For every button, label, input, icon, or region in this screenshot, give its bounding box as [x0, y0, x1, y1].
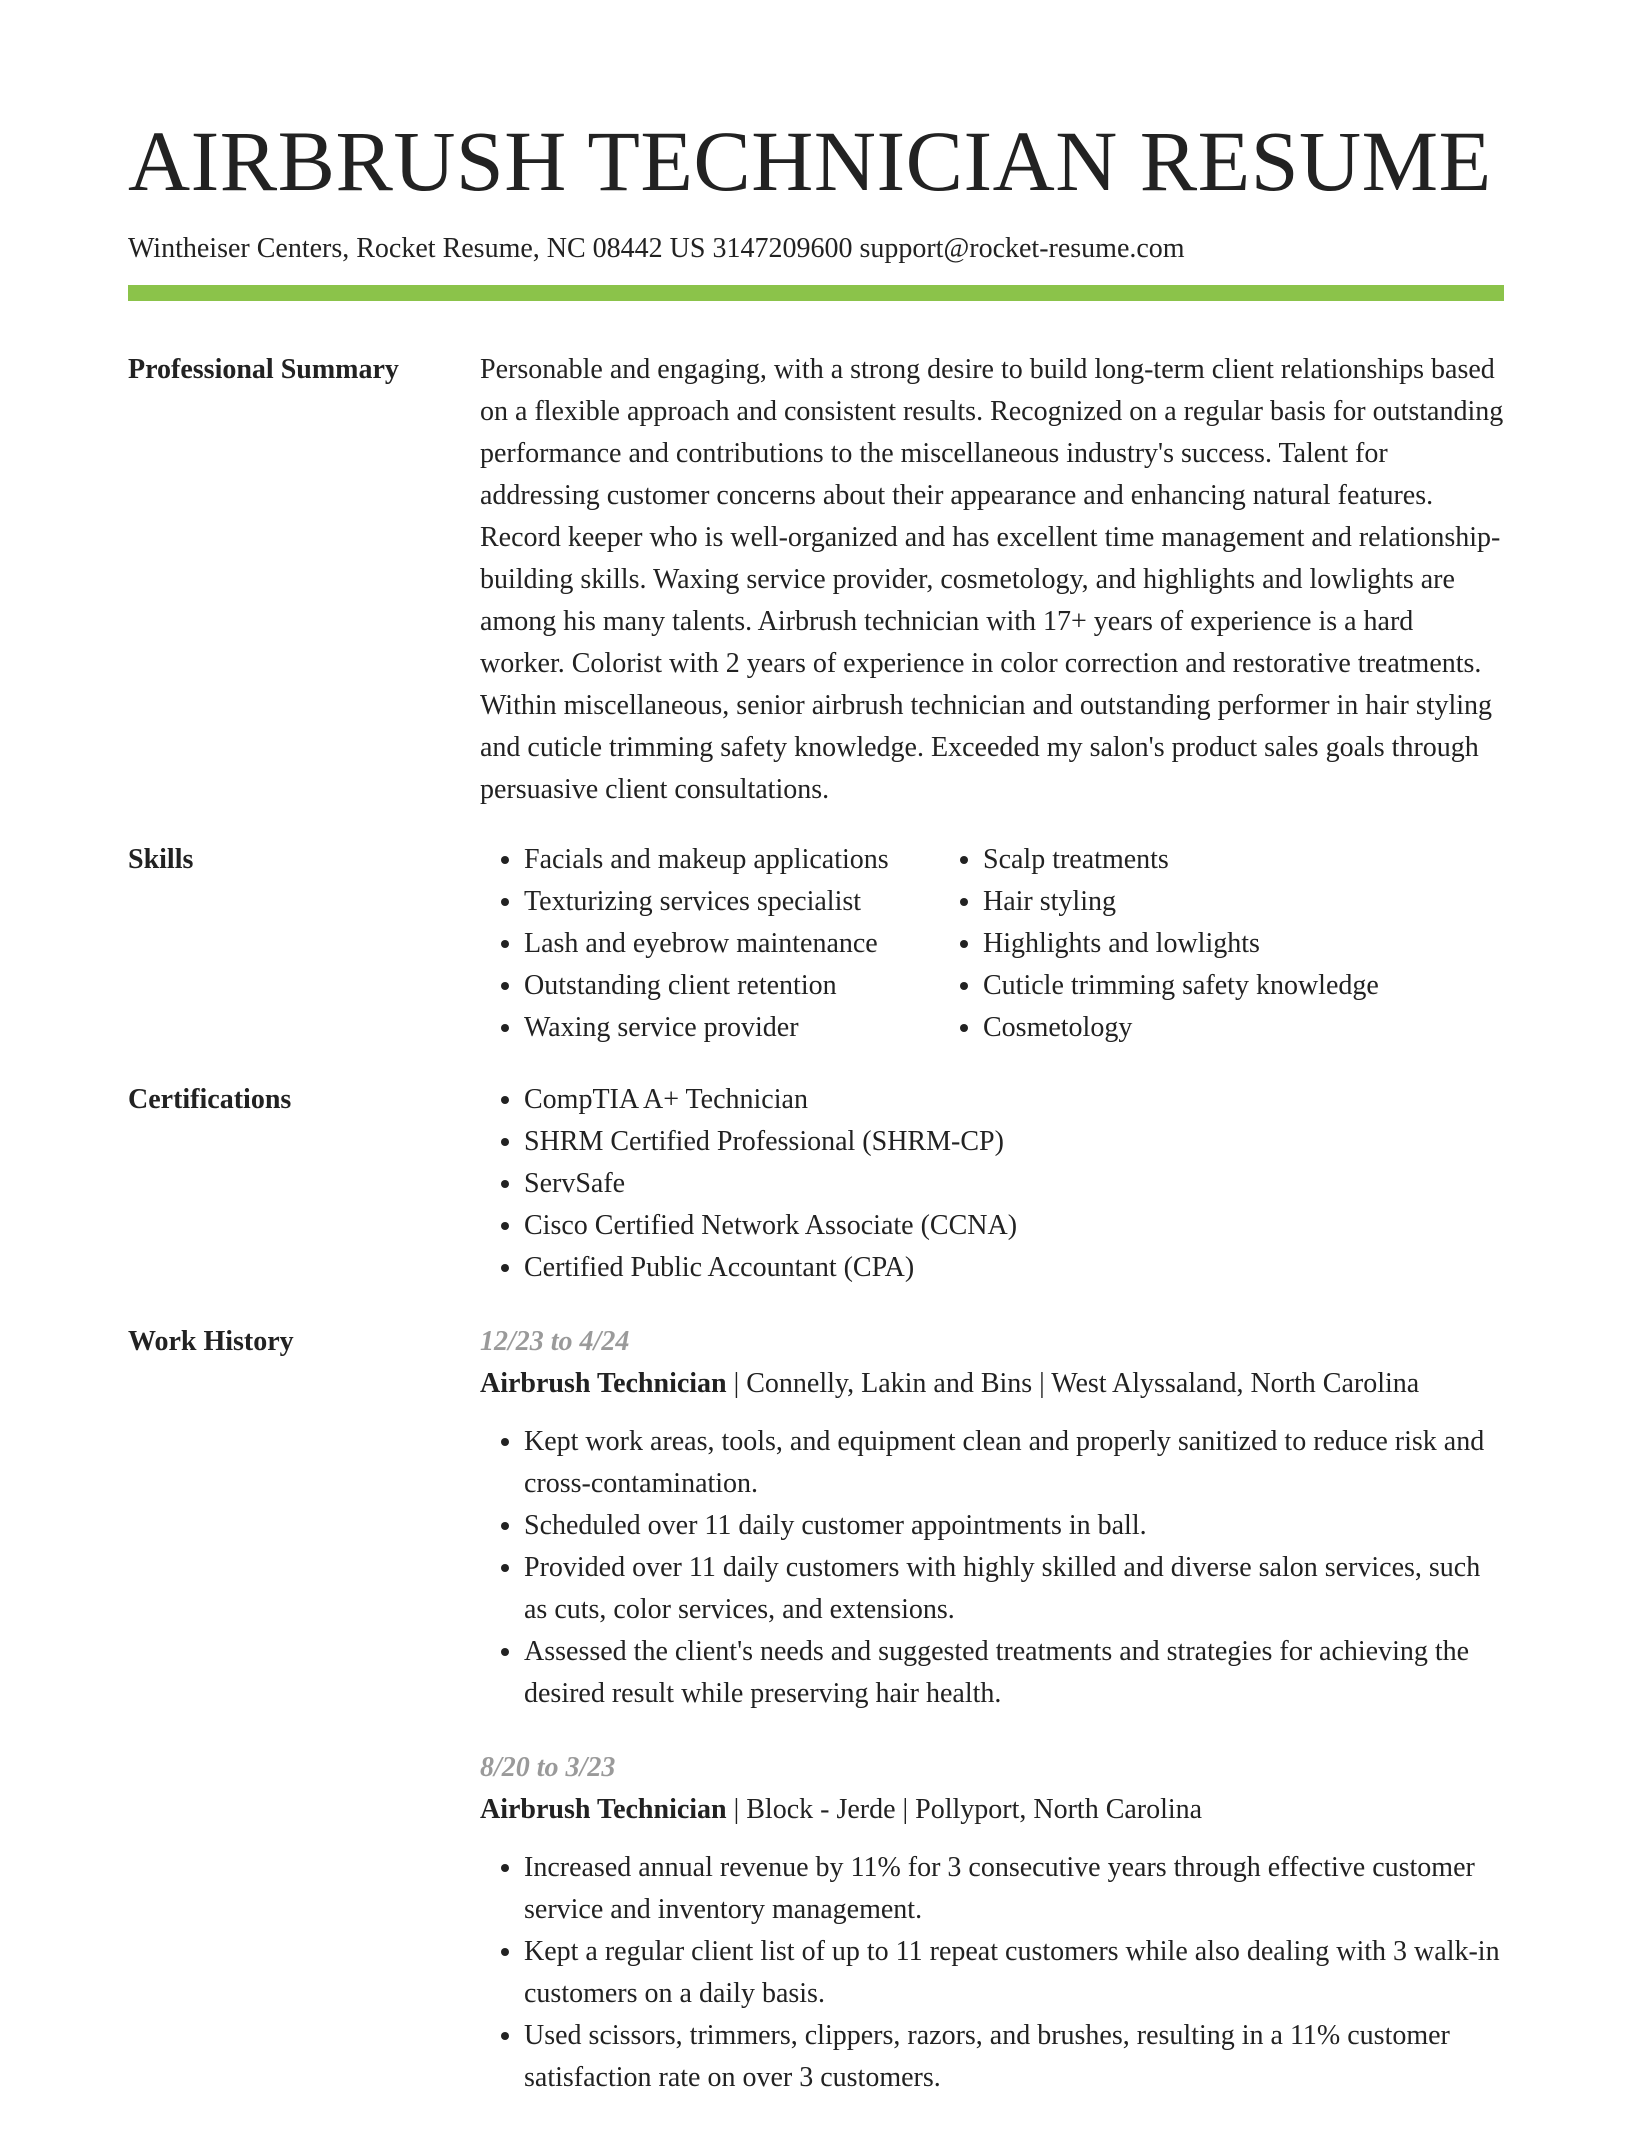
job-entry — [480, 1321, 1504, 1715]
job-details: | Block - Jerde | Pollyport, North Carolina — [726, 1794, 1203, 1825]
job-title: Airbrush Technician — [480, 1368, 727, 1399]
job-date: 12/23 to 4/24 — [480, 1326, 630, 1357]
list-item: • ServSafe — [524, 1163, 1504, 1205]
list-item: • Cuticle trimming safety knowledge — [983, 965, 1504, 1007]
contact-info: Wintheiser Centers, Rocket Resume, NC 08442 US 3147209600 support@rocket-resume.com — [128, 233, 1185, 264]
job-title: Airbrush Technician — [480, 1794, 727, 1825]
list-item: • Outstanding client retention — [524, 965, 939, 1007]
list-item: • Provided over 11 daily customers with highly skilled and diverse salon services, such as cuts, color services, and extensions. — [524, 1547, 1504, 1631]
accent-divider — [128, 285, 1504, 301]
skills-section — [128, 839, 1504, 1049]
job-heading — [480, 1789, 1504, 1831]
list-item: • Waxing service provider — [524, 1007, 939, 1049]
summary-heading: Professional Summary — [128, 354, 399, 385]
job-bullets — [480, 1847, 1504, 2099]
certifications-body — [480, 1079, 1504, 1289]
list-item: • Scalp treatments — [983, 839, 1504, 881]
resume-content — [128, 349, 1504, 2131]
list-item: • SHRM Certified Professional (SHRM-CP) — [524, 1121, 1504, 1163]
list-item: • CompTIA A+ Technician — [524, 1079, 1504, 1121]
list-item: • Scheduled over 11 daily customer appointments in ball. — [524, 1505, 1504, 1547]
job-date: 8/20 to 3/23 — [480, 1752, 616, 1783]
certifications-heading: Certifications — [128, 1084, 292, 1115]
list-item: • Cosmetology — [983, 1007, 1504, 1049]
job-entry — [480, 1747, 1504, 2099]
skills-body — [480, 839, 1504, 1049]
certifications-section — [128, 1079, 1504, 1289]
work-history-heading: Work History — [128, 1326, 294, 1357]
job-heading — [480, 1363, 1504, 1405]
list-item: • Used scissors, trimmers, clippers, razors, and brushes, resulting in a 11% customer satisfaction rate on over 3 customers. — [524, 2015, 1504, 2099]
list-item: • Kept work areas, tools, and equipment clean and properly sanitized to reduce risk and cross-contamination. — [524, 1421, 1504, 1505]
list-item: • Facials and makeup applications — [524, 839, 939, 881]
list-item: • Kept a regular client list of up to 11 repeat customers while also dealing with 3 walk-in customers on a daily basis. — [524, 1931, 1504, 2015]
skills-heading: Skills — [128, 844, 194, 875]
list-item: • Cisco Certified Network Associate (CCNA) — [524, 1205, 1504, 1247]
list-item: • Assessed the client's needs and suggested treatments and strategies for achieving the desired result while preserving hair health. — [524, 1631, 1504, 1715]
summary-section — [128, 349, 1504, 811]
skills-list-left — [480, 839, 939, 1049]
list-item: • Certified Public Accountant (CPA) — [524, 1247, 1504, 1289]
job-bullets — [480, 1421, 1504, 1715]
certifications-list — [480, 1079, 1504, 1289]
list-item: • Hair styling — [983, 881, 1504, 923]
summary-body — [480, 349, 1504, 811]
summary-text: Personable and engaging, with a strong desire to build long-term client relationships based on a flexible approach and consistent results. Recognized on a regular basis for outstanding performance and contributions to the miscellaneous industry's success. Talent for addressing customer concerns about their appearance and enhancing natural features. Record keeper who is well-organized and has excellent time management and relationship-building skills. Waxing service provider, cosmetology, and highlights and lowlights are among his many talents. Airbrush technician with 17+ years of experience is a hard worker. Colorist with 2 years of experience in color correction and restorative treatments. Within miscellaneous, senior airbrush technician and outstanding performer in hair styling and cuticle trimming safety knowledge. Exceeded my salon's product sales goals through persuasive client consultations. — [480, 354, 1504, 805]
job-details: | Connelly, Lakin and Bins | West Alyssaland, North Carolina — [726, 1368, 1420, 1399]
list-item: • Lash and eyebrow maintenance — [524, 923, 939, 965]
list-item: • Increased annual revenue by 11% for 3 consecutive years through effective customer service and inventory management. — [524, 1847, 1504, 1931]
skills-list-right — [939, 839, 1504, 1049]
resume-title: AIRBRUSH TECHNICIAN RESUME — [128, 113, 1492, 209]
list-item: • Texturizing services specialist — [524, 881, 939, 923]
work-history-section — [128, 1321, 1504, 2131]
work-history-body — [480, 1321, 1504, 2131]
list-item: • Highlights and lowlights — [983, 923, 1504, 965]
